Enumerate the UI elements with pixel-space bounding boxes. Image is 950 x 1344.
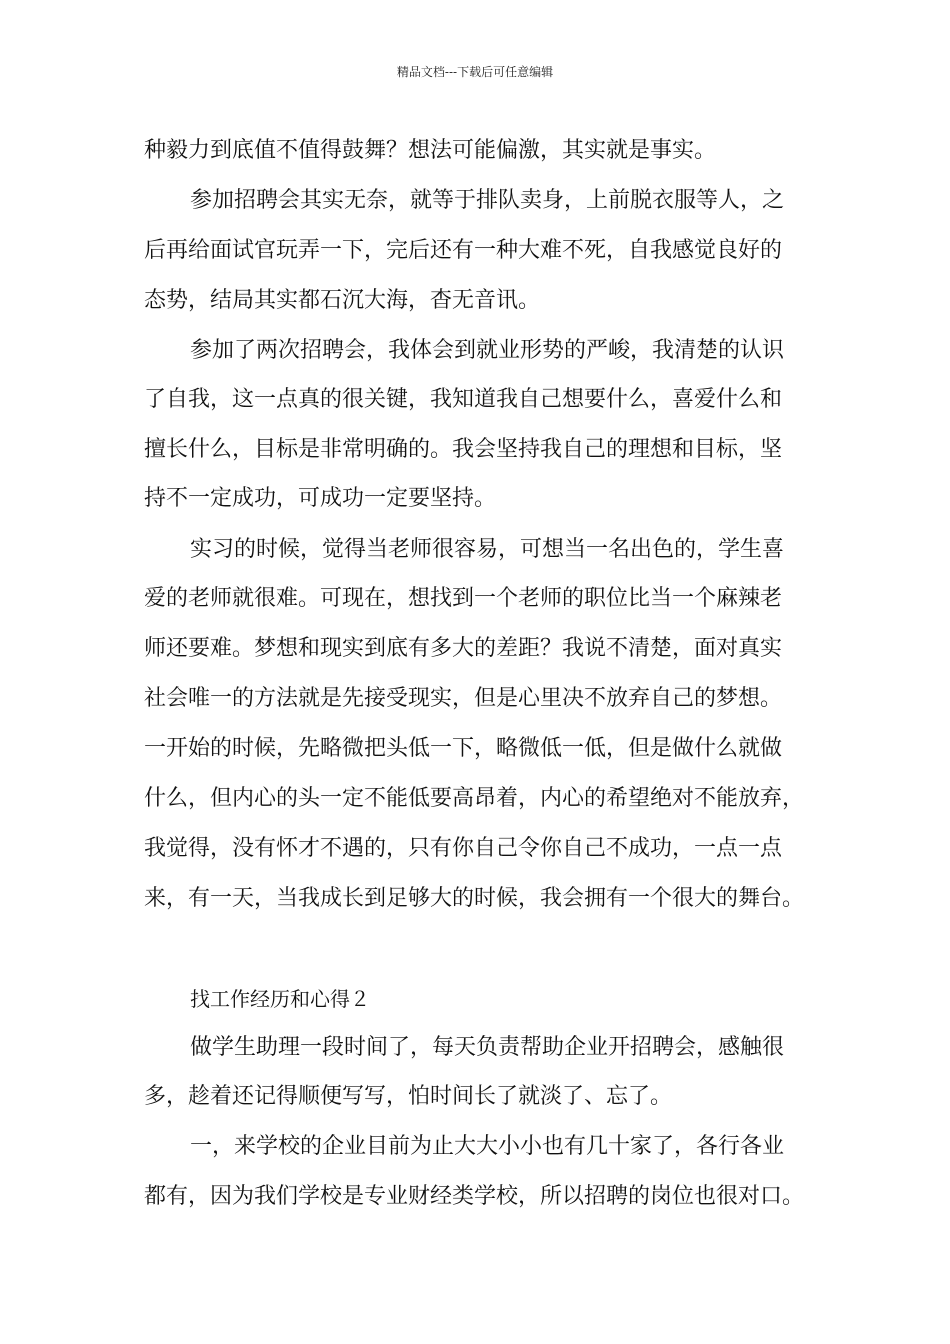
body-line: 社会唯一的方法就是先接受现实，但是心里决不放弃自己的梦想。 (144, 686, 783, 711)
paragraph-first-line: 做学生助理一段时间了，每天负责帮助企业开招聘会，感触很 (190, 1035, 785, 1060)
paragraph-first-line: 一，来学校的企业目前为止大大小小也有几十家了，各行各业 (190, 1134, 785, 1159)
body-line: 都有，因为我们学校是专业财经类学校，所以招聘的岗位也很对口。 (144, 1184, 805, 1209)
paragraph-first-line: 实习的时候，觉得当老师很容易，可想当一名出色的，学生喜 (190, 537, 785, 562)
body-line: 师还要难。梦想和现实到底有多大的差距？我说不清楚，面对真实 (144, 636, 783, 661)
body-line: 擅长什么，目标是非常明确的。我会坚持我自己的理想和目标，坚 (144, 437, 783, 462)
page-header: 精品文档---下载后可任意编辑 (396, 65, 554, 79)
paragraph-first-line: 参加了两次招聘会，我体会到就业形势的严峻，我清楚的认识 (190, 338, 785, 363)
body-line: 态势，结局其实都石沉大海，杳无音讯。 (144, 288, 541, 313)
body-line: 多，趁着还记得顺便写写，怕时间长了就淡了、忘了。 (144, 1084, 673, 1109)
body-line: 了自我，这一点真的很关键，我知道我自己想要什么，喜爱什么和 (144, 387, 783, 412)
paragraph-first-line: 参加招聘会其实无奈，就等于排队卖身，上前脱衣服等人，之 (190, 188, 785, 213)
body-line: 一开始的时候，先略微把头低一下，略微低一低，但是做什么就做 (144, 736, 783, 761)
body-line: 种毅力到底值不值得鼓舞？想法可能偏激，其实就是事实。 (144, 138, 717, 163)
body-line: 来，有一天，当我成长到足够大的时候，我会拥有一个很大的舞台。 (144, 886, 805, 911)
section-heading: 找工作经历和心得２ (190, 987, 370, 1011)
body-line: 后再给面试官玩弄一下，完后还有一种大难不死，自我感觉良好的 (144, 238, 783, 263)
body-line: 持不一定成功，可成功一定要坚持。 (144, 486, 497, 511)
body-line: 我觉得，没有怀才不遇的，只有你自己令你自己不成功，一点一点 (144, 836, 783, 861)
body-line: 爱的老师就很难。可现在，想找到一个老师的职位比当一个麻辣老 (144, 586, 783, 611)
body-line: 什么，但内心的头一定不能低要高昂着，内心的希望绝对不能放弃， (144, 786, 805, 811)
